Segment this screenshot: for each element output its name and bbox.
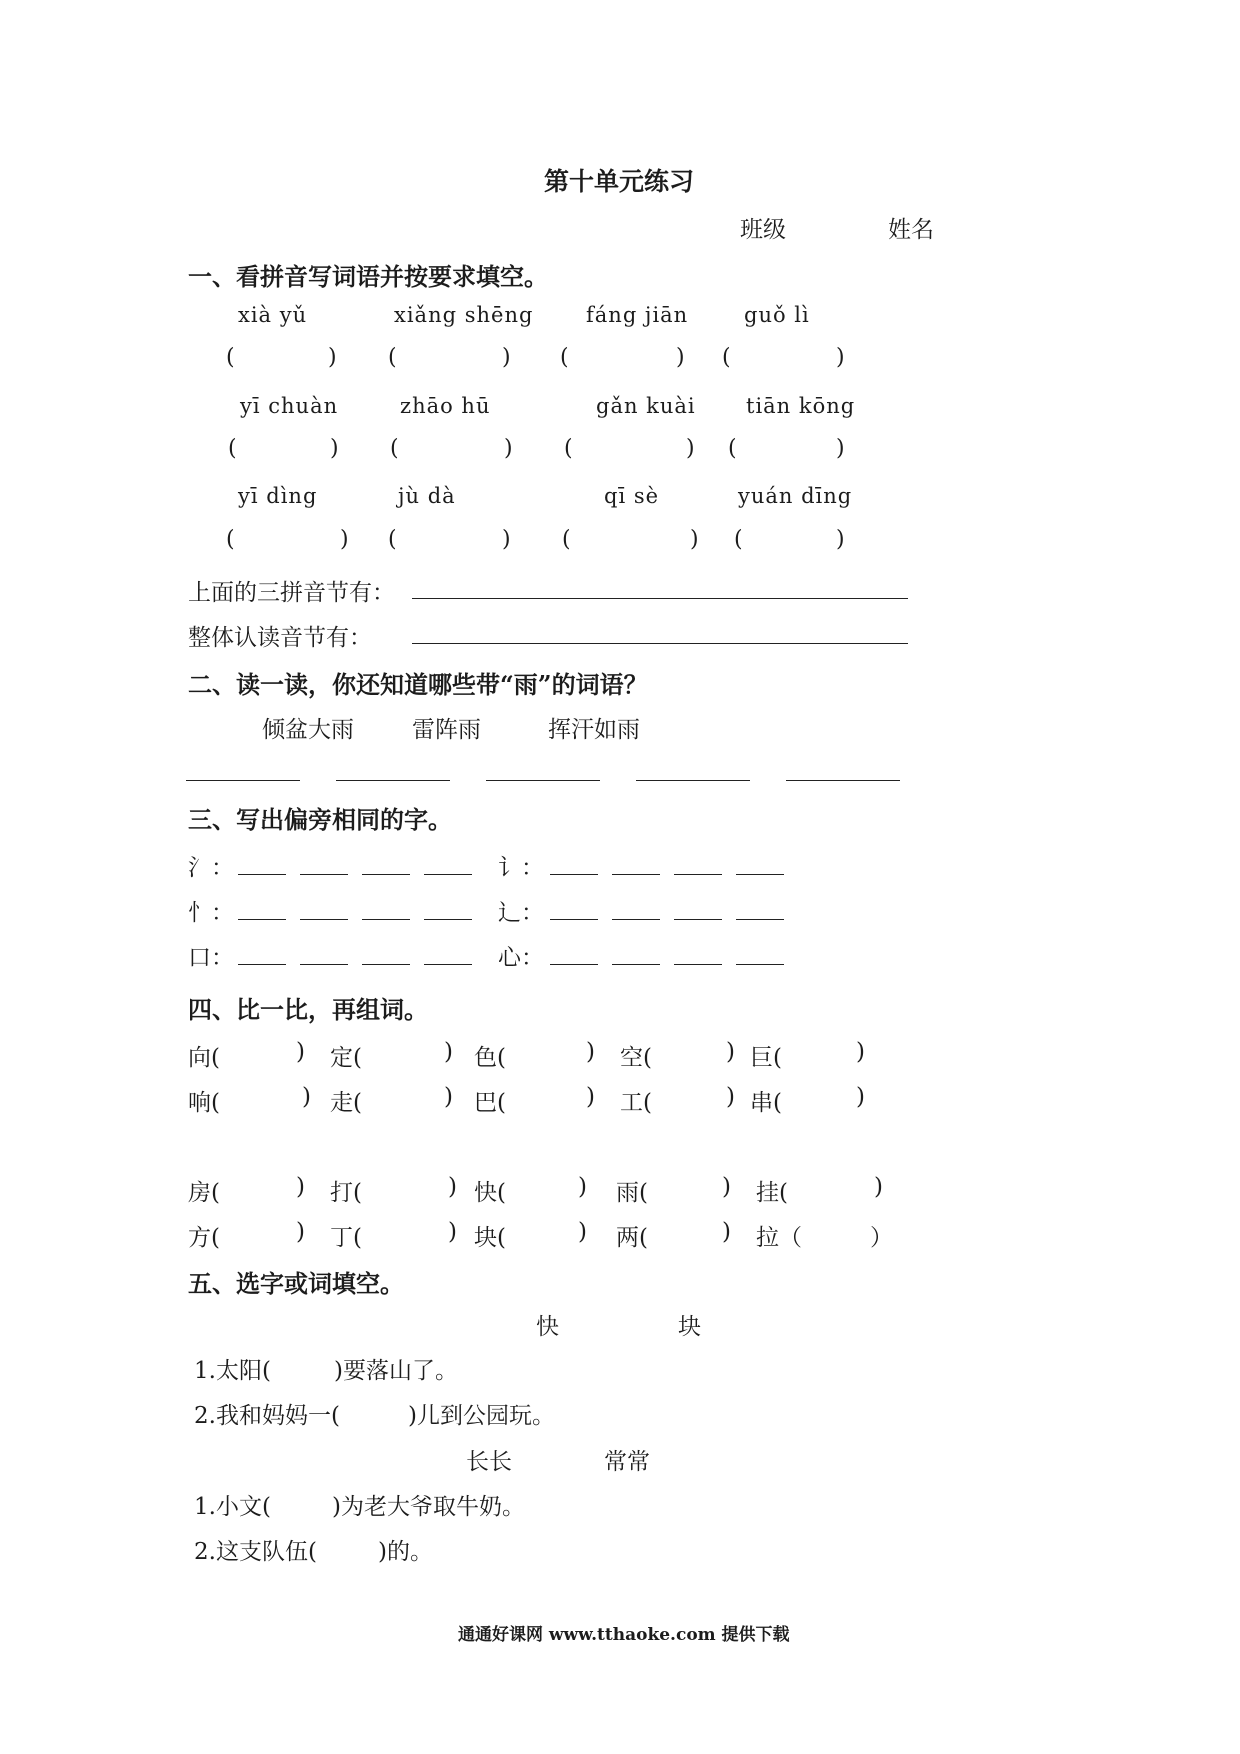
answer-paren-open: ( xyxy=(560,345,569,370)
char-answer-line[interactable] xyxy=(424,874,472,875)
pinyin-item: guǒ lì xyxy=(744,303,810,327)
class-label: 班级 xyxy=(740,217,786,243)
section2-heading: 二、读一读，你还知道哪些带“雨”的词语？ xyxy=(188,670,648,699)
paren-close: ） xyxy=(870,1225,893,1251)
compare-char: 房( xyxy=(188,1180,220,1206)
compare-char: 走( xyxy=(330,1090,362,1116)
compare-char: 响( xyxy=(188,1090,220,1116)
compare-char: 快( xyxy=(474,1180,506,1206)
paren-close: ) xyxy=(444,1084,453,1110)
char-answer-line[interactable] xyxy=(362,964,410,965)
char-answer-line[interactable] xyxy=(300,874,348,875)
answer-paren-close: ) xyxy=(836,436,845,461)
paren-close: ) xyxy=(296,1039,305,1065)
answer-paren-open: ( xyxy=(564,436,573,461)
compare-char: 向( xyxy=(188,1045,220,1071)
char-answer-line[interactable] xyxy=(238,874,286,875)
fill-item-end: )儿到公园玩。 xyxy=(408,1403,555,1429)
char-answer-line[interactable] xyxy=(424,919,472,920)
paren-close: ) xyxy=(726,1084,735,1110)
answer-paren-close: ) xyxy=(836,345,845,370)
word-answer-line[interactable] xyxy=(786,780,900,781)
fill-item-start: 1.太阳( xyxy=(194,1358,271,1384)
char-answer-line[interactable] xyxy=(550,919,598,920)
compare-char: 色( xyxy=(474,1045,506,1071)
answer-paren-open: ( xyxy=(228,436,237,461)
pinyin-item: tiān kōng xyxy=(746,394,856,418)
option-word: 快 xyxy=(536,1314,559,1340)
pinyin-item: jù dà xyxy=(398,484,456,508)
fill-item-start: 2.我和妈妈一( xyxy=(194,1403,340,1429)
answer-paren-close: ) xyxy=(330,436,339,461)
char-answer-line[interactable] xyxy=(550,964,598,965)
example-word: 倾盆大雨 xyxy=(262,717,354,743)
example-word: 挥汗如雨 xyxy=(548,717,640,743)
char-answer-line[interactable] xyxy=(238,919,286,920)
answer-paren-open: ( xyxy=(722,345,731,370)
answer-paren-open: ( xyxy=(562,527,571,552)
word-answer-line[interactable] xyxy=(636,780,750,781)
pinyin-item: xiǎng shēng xyxy=(394,303,534,327)
compare-char: 巴( xyxy=(474,1090,506,1116)
char-answer-line[interactable] xyxy=(362,919,410,920)
radical-label: 氵： xyxy=(188,855,234,881)
sanpin-label: 上面的三拼音节有： xyxy=(188,580,395,606)
answer-paren-open: ( xyxy=(226,345,235,370)
paren-close: ) xyxy=(874,1174,883,1200)
pinyin-item: yuán dīng xyxy=(738,484,853,508)
option-word: 块 xyxy=(678,1314,701,1340)
paren-close: ) xyxy=(722,1219,731,1245)
char-answer-line[interactable] xyxy=(424,964,472,965)
char-answer-line[interactable] xyxy=(612,874,660,875)
fill-item-start: 2.这支队伍( xyxy=(194,1539,317,1565)
pinyin-item: qī sè xyxy=(604,484,660,508)
answer-paren-close: ) xyxy=(340,527,349,552)
compare-char: 空( xyxy=(620,1045,652,1071)
pinyin-item: zhāo hū xyxy=(400,394,491,418)
paren-close: ) xyxy=(578,1174,587,1200)
answer-paren-close: ) xyxy=(686,436,695,461)
example-word: 雷阵雨 xyxy=(412,717,481,743)
char-answer-line[interactable] xyxy=(736,964,784,965)
compare-char: 两( xyxy=(616,1225,648,1251)
char-answer-line[interactable] xyxy=(736,919,784,920)
compare-char: 串( xyxy=(750,1090,782,1116)
section1-heading: 一、看拼音写词语并按要求填空。 xyxy=(188,262,548,291)
sanpin-answer-line[interactable] xyxy=(412,598,908,599)
compare-char: 巨( xyxy=(750,1045,782,1071)
char-answer-line[interactable] xyxy=(300,919,348,920)
paren-close: ) xyxy=(722,1174,731,1200)
pinyin-item: xià yǔ xyxy=(238,303,308,327)
char-answer-line[interactable] xyxy=(674,964,722,965)
compare-char: 拉（ xyxy=(756,1225,802,1251)
fill-item-end: )的。 xyxy=(378,1539,433,1565)
pinyin-item: gǎn kuài xyxy=(596,394,696,418)
paren-close: ) xyxy=(448,1219,457,1245)
radical-label: 口： xyxy=(188,945,234,971)
word-answer-line[interactable] xyxy=(186,780,300,781)
answer-paren-open: ( xyxy=(734,527,743,552)
paren-close: ) xyxy=(586,1039,595,1065)
word-answer-line[interactable] xyxy=(486,780,600,781)
radical-label: 心： xyxy=(498,945,544,971)
compare-char: 打( xyxy=(330,1180,362,1206)
footer-text: 通通好课网 www.tthaoke.com 提供下载 xyxy=(458,1625,790,1645)
fill-item-end: )为老大爷取牛奶。 xyxy=(332,1494,525,1520)
pinyin-item: yī dìng xyxy=(238,484,318,508)
radical-label: 讠： xyxy=(498,855,544,881)
char-answer-line[interactable] xyxy=(300,964,348,965)
answer-paren-close: ) xyxy=(504,436,513,461)
compare-char: 丁( xyxy=(330,1225,362,1251)
page-title: 第十单元练习 xyxy=(544,167,695,196)
paren-close: ) xyxy=(578,1219,587,1245)
answer-paren-open: ( xyxy=(390,436,399,461)
char-answer-line[interactable] xyxy=(674,919,722,920)
char-answer-line[interactable] xyxy=(612,919,660,920)
char-answer-line[interactable] xyxy=(550,874,598,875)
radical-label: 辶： xyxy=(498,900,544,926)
compare-char: 定( xyxy=(330,1045,362,1071)
char-answer-line[interactable] xyxy=(238,964,286,965)
paren-close: ) xyxy=(302,1084,311,1110)
compare-char: 工( xyxy=(620,1090,652,1116)
paren-close: ) xyxy=(296,1219,305,1245)
paren-close: ) xyxy=(448,1174,457,1200)
answer-paren-open: ( xyxy=(226,527,235,552)
answer-paren-close: ) xyxy=(836,527,845,552)
fill-item-end: )要落山了。 xyxy=(334,1358,458,1384)
zhengti-answer-line[interactable] xyxy=(412,643,908,644)
answer-paren-close: ) xyxy=(690,527,699,552)
paren-close: ) xyxy=(586,1084,595,1110)
compare-char: 挂( xyxy=(756,1180,788,1206)
radical-label: 忄： xyxy=(188,900,234,926)
paren-close: ) xyxy=(726,1039,735,1065)
pinyin-item: fáng jiān xyxy=(586,303,689,327)
answer-paren-open: ( xyxy=(728,436,737,461)
answer-paren-close: ) xyxy=(328,345,337,370)
section3-heading: 三、写出偏旁相同的字。 xyxy=(188,805,452,834)
paren-close: ) xyxy=(856,1039,865,1065)
word-answer-line[interactable] xyxy=(336,780,450,781)
char-answer-line[interactable] xyxy=(362,874,410,875)
section5-heading: 五、选字或词填空。 xyxy=(188,1269,404,1298)
char-answer-line[interactable] xyxy=(736,874,784,875)
compare-char: 雨( xyxy=(616,1180,648,1206)
zhengti-label: 整体认读音节有： xyxy=(188,625,372,651)
option-word: 长长 xyxy=(466,1449,512,1475)
fill-item-start: 1.小文( xyxy=(194,1494,271,1520)
paren-close: ) xyxy=(296,1174,305,1200)
answer-paren-open: ( xyxy=(388,345,397,370)
pinyin-item: yī chuàn xyxy=(240,394,339,418)
char-answer-line[interactable] xyxy=(674,874,722,875)
name-label: 姓名 xyxy=(888,217,934,243)
answer-paren-close: ) xyxy=(676,345,685,370)
char-answer-line[interactable] xyxy=(612,964,660,965)
answer-paren-open: ( xyxy=(388,527,397,552)
compare-char: 方( xyxy=(188,1225,220,1251)
option-word: 常常 xyxy=(604,1449,650,1475)
answer-paren-close: ) xyxy=(502,345,511,370)
compare-char: 块( xyxy=(474,1225,506,1251)
paren-close: ) xyxy=(856,1084,865,1110)
section4-heading: 四、比一比，再组词。 xyxy=(188,995,428,1024)
answer-paren-close: ) xyxy=(502,527,511,552)
paren-close: ) xyxy=(444,1039,453,1065)
